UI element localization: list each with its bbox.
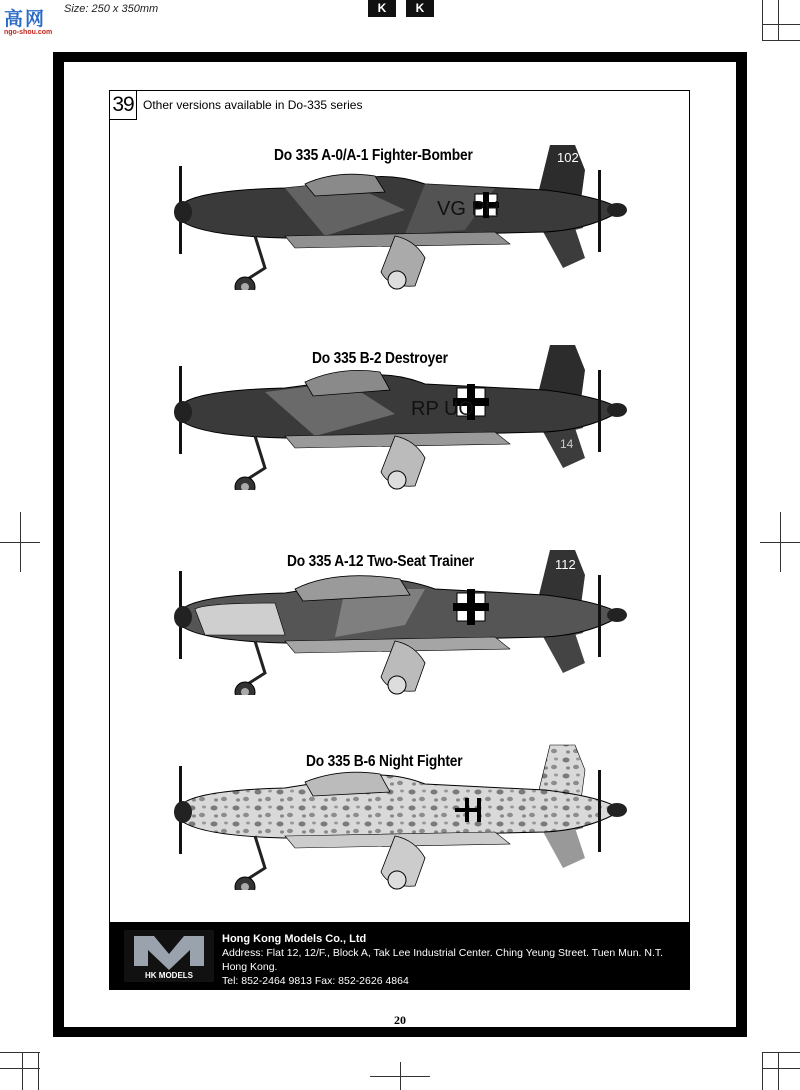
aircraft-profile-1 <box>165 140 640 290</box>
variant-title-1: Do 335 A-0/A-1 Fighter-Bomber <box>274 147 473 164</box>
logo-text: HK MODELS <box>145 971 193 980</box>
fin-number-2: 14 <box>560 437 574 451</box>
aircraft-profile-3 <box>165 545 640 695</box>
variant-title-2: Do 335 B-2 Destroyer <box>312 350 448 367</box>
variant-title-4: Do 335 B-6 Night Fighter <box>306 753 463 770</box>
aircraft-profile-2 <box>165 340 640 490</box>
site-logo-url: ngo-shou.com <box>4 29 53 36</box>
fuselage-code-2: RP UO <box>411 398 474 420</box>
fin-number-1: 102 <box>557 150 579 165</box>
registration-mark-right: K <box>406 0 434 17</box>
aircraft-profile-4 <box>165 740 640 890</box>
company-info <box>222 932 690 1002</box>
fuselage-code-1: VG PH <box>437 198 500 220</box>
site-logo-chars: 高网 <box>4 8 47 30</box>
site-logo <box>4 10 70 38</box>
variant-title-3: Do 335 A-12 Two-Seat Trainer <box>287 553 475 570</box>
hk-models-logo <box>124 930 214 982</box>
step-number: 39 <box>110 91 137 120</box>
company-address: Address: Flat 12, 12/F., Block A, Tak Lee Industrial Center. Ching Yeung Street. Tuen Mun. N.T. Hong Kong. <box>222 947 664 973</box>
company-web-email: Website: www.hk-models.com E-mail: info@hk-models.com <box>222 989 500 1001</box>
company-name: Hong Kong Models Co., Ltd <box>222 933 367 945</box>
registration-mark-left: K <box>368 0 396 17</box>
step-caption: Other versions available in Do-335 series <box>143 98 363 112</box>
page-number: 20 <box>394 1013 406 1027</box>
company-footer <box>109 922 690 1001</box>
size-label: Size: 250 x 350mm <box>64 3 159 15</box>
company-tel-fax: Tel: 852-2464 9813 Fax: 852-2626 4864 <box>222 975 409 987</box>
fin-number-3: 112 <box>555 557 576 572</box>
